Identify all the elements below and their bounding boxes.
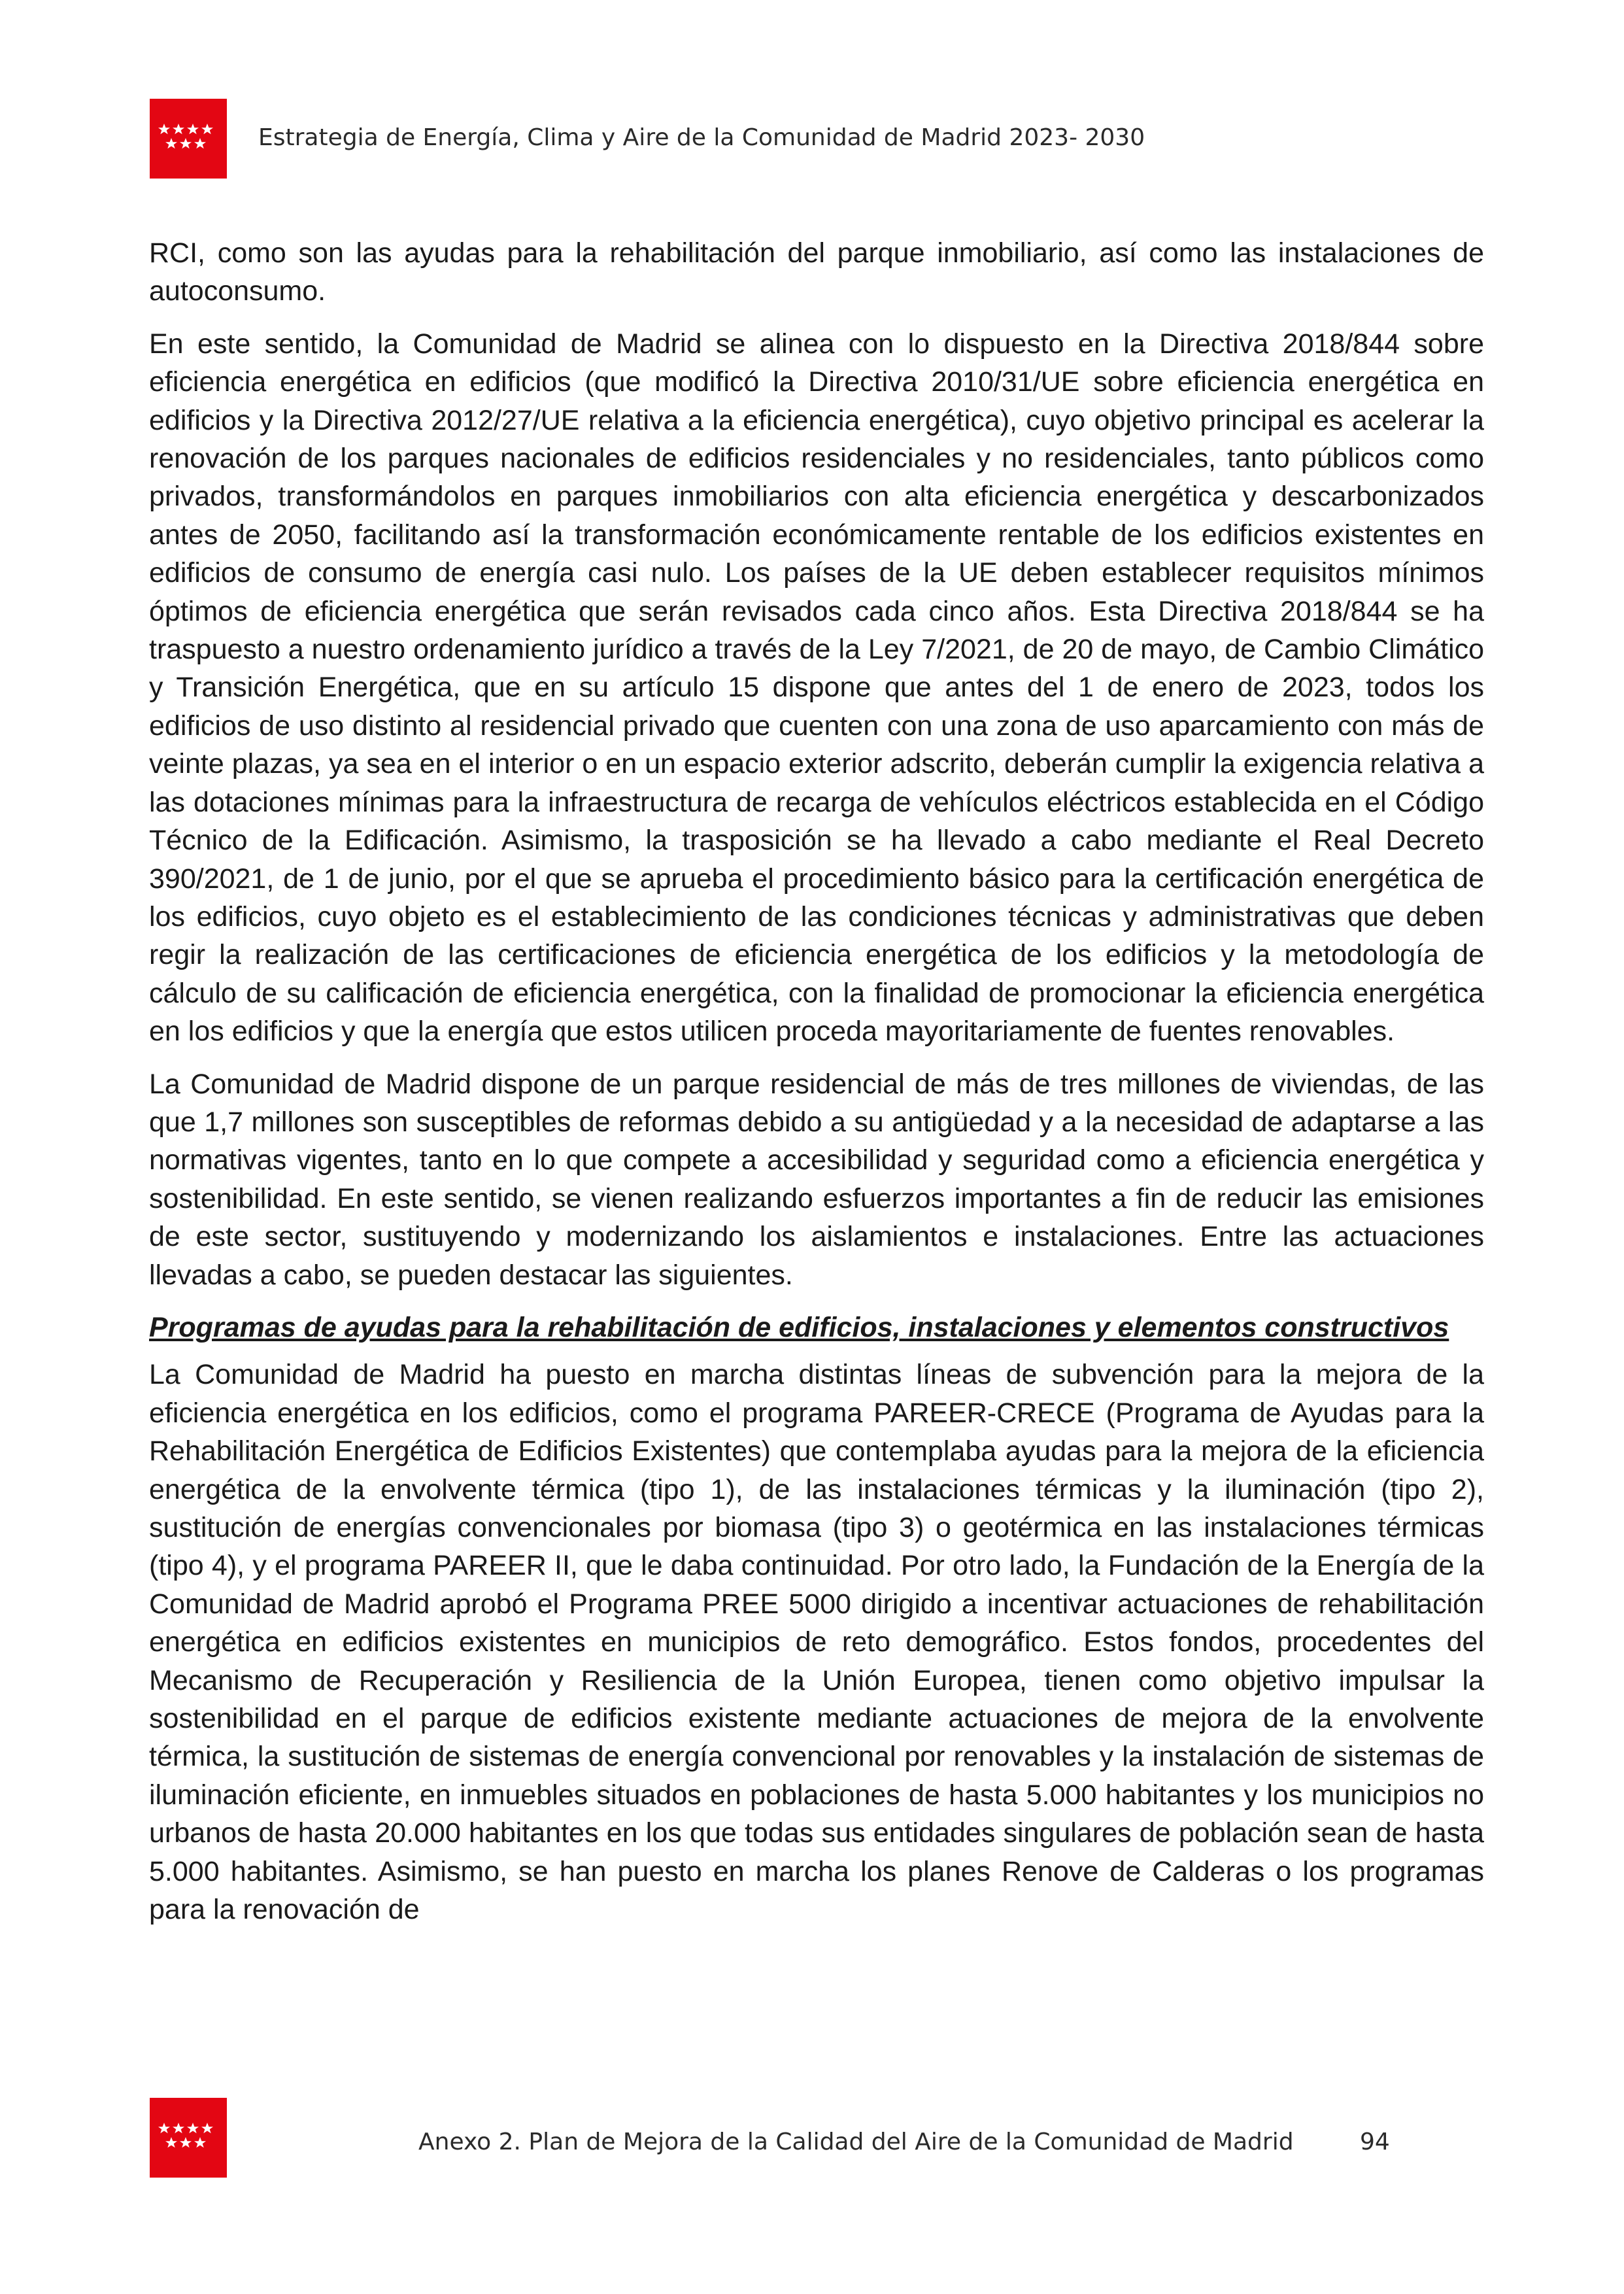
- madrid-flag-stars-icon: [150, 99, 227, 179]
- madrid-flag-stars-icon: [150, 2098, 227, 2178]
- document-body: [149, 234, 1484, 1943]
- page-number: 94: [1360, 2129, 1390, 2155]
- paragraph: La Comunidad de Madrid ha puesto en marcha distintas líneas de subvención para la mejora de la eficiencia energética en los edificios, como el programa PAREER-CRECE (Programa de Ayudas para la Rehabilitación Energética de Edificios Existentes) que contemplaba ayudas para la mejora de la eficiencia energética de la envolvente térmica (tipo 1), de las instalaciones térmicas y la iluminación (tipo 2), sustitución de energías convencionales por biomasa (tipo 3) o geotérmica en las instalaciones térmicas (tipo 4), y el programa PAREER II, que le daba continuidad. Por otro lado, la Fundación de la Energía de la Comunidad de Madrid aprobó el Programa PREE 5000 dirigido a incentivar actuaciones de rehabilitación energética en edificios existentes en municipios de reto demográfico. Estos fondos, procedentes del Mecanismo de Recuperación y Resiliencia de la Unión Europea, tienen como objetivo impulsar la sostenibilidad en el parque de edificios existente mediante actuaciones de mejora de la envolvente térmica, la sustitución de sistemas de energía convencional por renovables y la instalación de sistemas de iluminación eficiente, en inmuebles situados en poblaciones de hasta 5.000 habitantes y los municipios no urbanos de hasta 20.000 habitantes en los que todas sus entidades singulares de población sean de hasta 5.000 habitantes. Asimismo, se han puesto en marcha los planes Renove de Calderas o los programas para la renovación de: [149, 1359, 1484, 1926]
- section-heading: Programas de ayudas para la rehabilitación de edificios, instalaciones y elementos constructivos: [149, 1311, 1449, 1343]
- paragraph: La Comunidad de Madrid dispone de un parque residencial de más de tres millones de viviendas, de las que 1,7 millones son susceptibles de reformas debido a su antigüedad y a la necesidad de adaptarse a las normativas vigentes, tanto en lo que compete a accesibilidad y seguridad como a eficiencia energética y sostenibilidad. En este sentido, se vienen realizando esfuerzos importantes a fin de reducir las emisiones de este sector, sustituyendo y modernizando los aislamientos e instalaciones. Entre las actuaciones llevadas a cabo, se pueden destacar las siguientes.: [149, 1068, 1484, 1291]
- header-title: Estrategia de Energía, Clima y Aire de la Comunidad de Madrid 2023- 2030: [258, 124, 1145, 151]
- footer-title: Anexo 2. Plan de Mejora de la Calidad del Aire de la Comunidad de Madrid: [418, 2129, 1294, 2155]
- paragraph: RCI, como son las ayudas para la rehabilitación del parque inmobiliario, así como las instalaciones de autoconsumo.: [149, 237, 1484, 307]
- paragraph: En este sentido, la Comunidad de Madrid se alinea con lo dispuesto en la Directiva 2018/844 sobre eficiencia energética en edificios (que modificó la Directiva 2010/31/UE sobre eficiencia energética en edificios y la Directiva 2012/27/UE relativa a la eficiencia energética), cuyo objetivo principal es acelerar la renovación de los parques nacionales de edificios residenciales y no residenciales, tanto públicos como privados, transformándolos en parques inmobiliarios con alta eficiencia energética y descarbonizados antes de 2050, facilitando así la transformación económicamente rentable de los edificios existentes en edificios de consumo de energía casi nulo. Los países de la UE deben establecer requisitos mínimos óptimos de eficiencia energética que serán revisados cada cinco años. Esta Directiva 2018/844 se ha traspuesto a nuestro ordenamiento jurídico a través de la Ley 7/2021, de 20 de mayo, de Cambio Climático y Transición Energética, que en su artículo 15 dispone que antes del 1 de enero de 2023, todos los edificios de uso distinto al residencial privado que cuenten con una zona de uso aparcamiento con más de veinte plazas, ya sea en el interior o en un espacio exterior adscrito, deberán cumplir la exigencia relativa a las dotaciones mínimas para la infraestructura de recarga de vehículos eléctricos establecida en el Código Técnico de la Edificación. Asimismo, la trasposición se ha llevado a cabo mediante el Real Decreto 390/2021, de 1 de junio, por el que se aprueba el procedimiento básico para la certificación energética de los edificios, cuyo objeto es el establecimiento de las condiciones técnicas y administrativas que deben regir la realización de las certificaciones de eficiencia energética de los edificios y la metodología de cálculo de su calificación de eficiencia energética, con la finalidad de promocionar la eficiencia energética en los edificios y que la energía que estos utilicen proceda mayoritariamente de fuentes renovables.: [149, 328, 1484, 1048]
